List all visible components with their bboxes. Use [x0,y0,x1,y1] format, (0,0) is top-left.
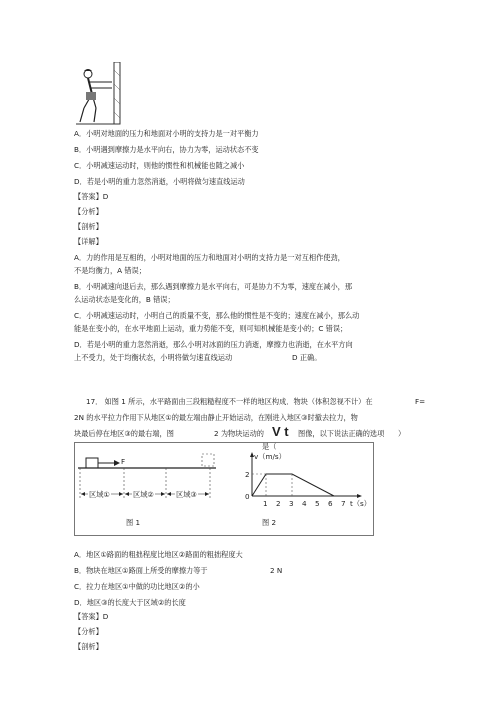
figure-2-caption: 图 2 [262,518,277,527]
q16-detail-line: 么运动状态是变化的，B 错误； [74,295,175,304]
q16-detail-line: A．力的作用是互相的，小明对地面的压力和地面对小明的支持力是一对互相作使劲， [74,253,345,262]
q16-detail-line: 不是均衡力，A 错误； [74,266,146,275]
q16-detail-line: B．小明减速向退后去，那么遇到摩擦力是水平向右，可是协力不为零，速度在减小，那 [74,282,353,291]
q16-detail-line: D．若是小明的重力忽然消逝，那么小明对冰面的压力消逝，摩擦力也消逝，在水平方向 [74,340,353,349]
q17-stem-line: 17． 如图 1 所示，水平路面由三段粗糙程度不一样的地区构成．物块（体积忽视不计）在 [86,397,373,406]
q16-analysis-label: 【分析】 [74,207,103,216]
q17-option-b-value: 2 N [270,566,283,575]
figure-1-caption: 图 1 [126,518,141,527]
figure-2-top-note: 是（ [262,442,277,451]
figure-1-force-label: F [121,457,126,466]
q17-option-b: B．物块在地区①路面上所受的摩擦力等于 [74,566,208,575]
figure-1-zone-1: 区域① [89,490,110,499]
q17-option-a: A．地区①路面的粗拙程度比地区②路面的粗拙程度大 [74,550,243,559]
q17-explain-label: 【剖析】 [74,642,103,651]
q17-stem-line: 2 为物块运动的 [214,429,264,438]
q16-detail-label: 【详解】 [74,237,103,246]
figure-2-x-tick: 5 [315,499,320,508]
q16-option-b: B．小明遇到摩擦力是水平向右，协力为零，运动状态不变 [74,145,259,154]
q16-answer: 【答案】D [74,192,109,201]
q16-detail-line: D 正确。 [292,353,322,362]
figure-2-y-tick-0: 0 [245,492,250,501]
q17-option-c: C．拉力在地区①中做的功比地区②的小 [74,582,200,591]
q16-detail-line: C．小明减速运动时，小明自己的质量不变，那么他的惯性是不变的；速度在减小，那么动 [74,311,360,320]
figure-2-x-tick: 4 [302,499,307,508]
person-pushing-wall-figure [74,62,124,126]
q17-vt-label: V t [272,424,289,439]
figure-2-x-tick: 2 [276,499,281,508]
figure-2-y-tick-2: 2 [245,470,250,479]
q16-explain-label: 【剖析】 [74,222,103,231]
figure-2-xlabel: t（s） [350,499,371,508]
q17-f-label: F= [415,397,426,406]
q17-stem-line: 块最后停在地区③的最右端，图 [74,429,174,438]
q17-close-paren: ） [398,429,406,438]
figure-2-ylabel: v（m/s） [254,452,286,461]
figure-2-vt-graph [244,452,364,500]
q17-answer: 【答案】D [74,612,109,621]
q17-option-d: D．地区③的长度大于区域②的长度 [74,598,186,607]
q16-detail-line: 能是在变小的，在水平地面上运动，重力势能不变，则可知机械能是变小的；C 错误； [74,324,348,333]
figure-2-x-tick: 7 [341,499,346,508]
q17-stem-line: 2N 的水平拉力作用下从地区①的最左端由静止开始运动，在刚进入地区③时撤去拉力，物 [74,413,358,422]
figure-1-zone-3: 区域③ [176,490,197,499]
figure-2-x-tick: 1 [263,499,268,508]
figure-2-x-tick: 6 [328,499,333,508]
q16-option-d: D．若是小明的重力忽然消逝，小明将做匀速直线运动 [74,177,245,186]
q16-option-c: C．小明减速运动时，则他的惯性和机械能也随之减小 [74,161,245,170]
q16-option-a: A．小明对地面的压力和地面对小明的支持力是一对平衡力 [74,129,259,138]
q17-stem-line: 图像，以下说法正确的选项 [298,429,385,438]
q16-detail-line: 上不受力，处于均衡状态，小明将做匀速直线运动 [74,353,233,362]
figure-1-zone-2: 区域② [133,490,154,499]
figure-2-x-tick: 3 [289,499,294,508]
q17-analysis-label: 【分析】 [74,627,103,636]
